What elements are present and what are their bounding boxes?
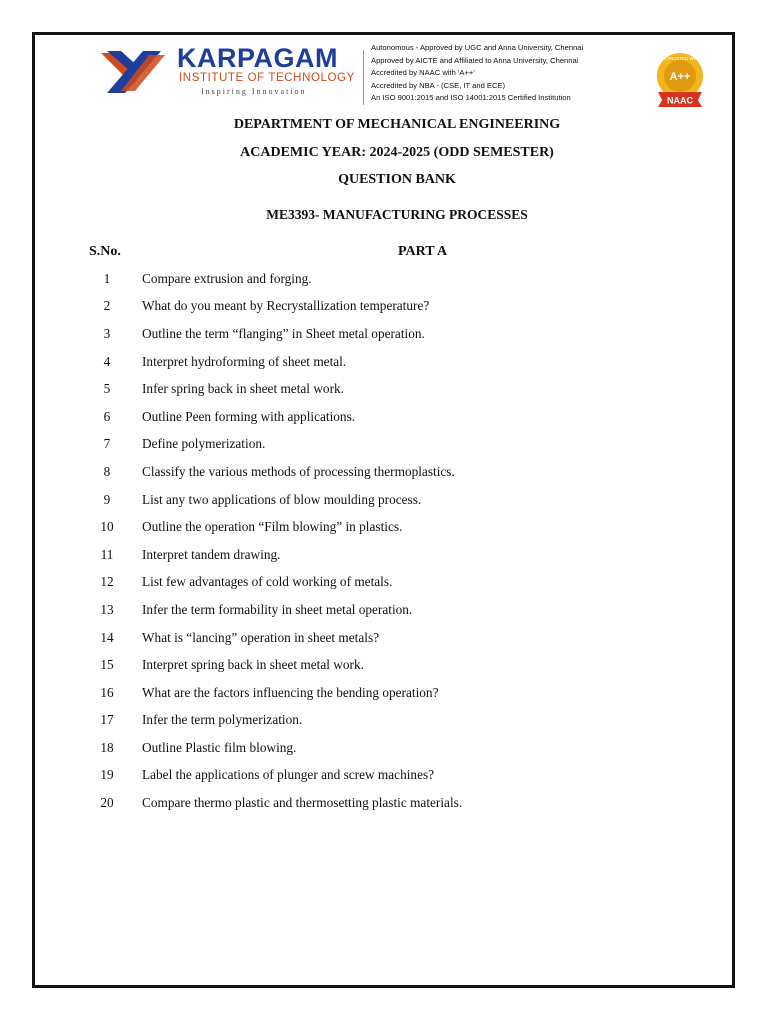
question-number: 5 (103, 381, 111, 397)
question-row (88, 375, 688, 403)
question-row (88, 458, 688, 486)
question-row (88, 569, 688, 597)
department-title: DEPARTMENT OF MECHANICAL ENGINEERING (233, 117, 561, 132)
question-row (88, 513, 688, 541)
question-row (88, 348, 688, 376)
question-row (88, 486, 688, 514)
question-number: 11 (100, 546, 114, 562)
question-text: Outline Peen forming with applications. (142, 408, 356, 424)
question-number: 9 (103, 491, 111, 507)
question-number: 4 (103, 353, 111, 369)
question-text: Classify the various methods of processing thermoplastics. (142, 463, 455, 479)
part-header: PART A (398, 244, 448, 259)
question-text: Compare thermo plastic and thermosetting plastic materials. (142, 795, 463, 811)
question-text: List few advantages of cold working of metals. (142, 574, 393, 590)
question-number: 13 (100, 601, 114, 617)
institution-subtitle: INSTITUTE OF TECHNOLOGY (179, 72, 355, 84)
accreditation-line: An ISO 9001:2015 and ISO 14001:2015 Certified Institution (371, 93, 571, 103)
question-number: 8 (103, 463, 111, 479)
question-text: Outline Plastic film blowing. (142, 739, 297, 755)
question-row (88, 651, 688, 679)
institution-name: KARPAGAM (177, 43, 338, 73)
question-text: Interpret spring back in sheet metal work. (142, 657, 364, 673)
accreditation-list (371, 42, 661, 105)
question-text: Interpret hydroforming of sheet metal. (142, 353, 347, 369)
header-divider (363, 50, 364, 105)
question-number: 20 (100, 795, 114, 811)
seal-label: NAAC (667, 95, 693, 106)
question-text: Outline the operation “Film blowing” in plastics. (142, 519, 403, 535)
accreditation-line: Accredited by NBA - (CSE, IT and ECE) (371, 80, 506, 90)
question-text: Outline the term “flanging” in Sheet metal operation. (142, 325, 425, 341)
question-number: 10 (100, 519, 114, 535)
question-number: 17 (100, 712, 114, 728)
question-number: 12 (100, 574, 114, 590)
question-row (88, 762, 688, 790)
question-text: Define polymerization. (142, 436, 266, 452)
question-number: 6 (103, 408, 111, 424)
question-row (88, 293, 688, 321)
question-number: 3 (103, 325, 111, 341)
course-title: ME3393- MANUFACTURING PROCESSES (266, 207, 528, 222)
question-text: Infer the term formability in sheet metal operation. (142, 601, 413, 617)
question-number: 14 (100, 629, 114, 645)
question-number: 15 (100, 657, 114, 673)
question-row (88, 734, 688, 762)
karpagam-logo-icon (95, 47, 170, 97)
question-number: 18 (100, 739, 114, 755)
accreditation-line: Approved by AICTE and Affiliated to Anna University, Chennai (371, 55, 579, 65)
academic-year: ACADEMIC YEAR: 2024-2025 (ODD SEMESTER) (240, 145, 554, 160)
sno-column-header: S.No. (89, 244, 121, 259)
question-row (88, 320, 688, 348)
question-text: List any two applications of blow moulding process. (142, 491, 422, 507)
accreditation-line: Accredited by NAAC with 'A++' (371, 68, 475, 78)
question-list (88, 265, 688, 817)
question-row (88, 707, 688, 735)
question-text: Interpret tandem drawing. (142, 546, 281, 562)
naac-seal-icon (650, 50, 710, 110)
seal-grade: A++ (669, 71, 691, 83)
seal-ring-text: ACCREDITED WITH (659, 56, 701, 61)
institution-header (95, 40, 715, 112)
question-number: 1 (103, 270, 111, 286)
question-text: What is “lancing” operation in sheet metals? (142, 629, 380, 645)
question-row (88, 541, 688, 569)
question-text: What are the factors influencing the bending operation? (142, 684, 439, 700)
doc-type-title: QUESTION BANK (338, 172, 456, 187)
question-number: 2 (103, 298, 111, 314)
question-text: Infer spring back in sheet metal work. (142, 381, 344, 397)
question-number: 19 (100, 767, 114, 783)
question-text: Compare extrusion and forging. (142, 270, 312, 286)
question-row (88, 431, 688, 459)
question-text: Label the applications of plunger and screw machines? (142, 767, 435, 783)
question-number: 7 (103, 436, 111, 452)
question-row (88, 624, 688, 652)
accreditation-line: Autonomous - Approved by UGC and Anna University, Chennai (371, 43, 584, 52)
institution-tagline: Inspiring Innovation (201, 87, 307, 96)
institution-brand (177, 44, 355, 96)
question-row (88, 679, 688, 707)
question-row (88, 596, 688, 624)
question-row (88, 403, 688, 431)
question-row (88, 265, 688, 293)
question-text: Infer the term polymerization. (142, 712, 303, 728)
question-row (88, 789, 688, 817)
question-number: 16 (100, 684, 114, 700)
question-text: What do you meant by Recrystallization temperature? (142, 298, 430, 314)
